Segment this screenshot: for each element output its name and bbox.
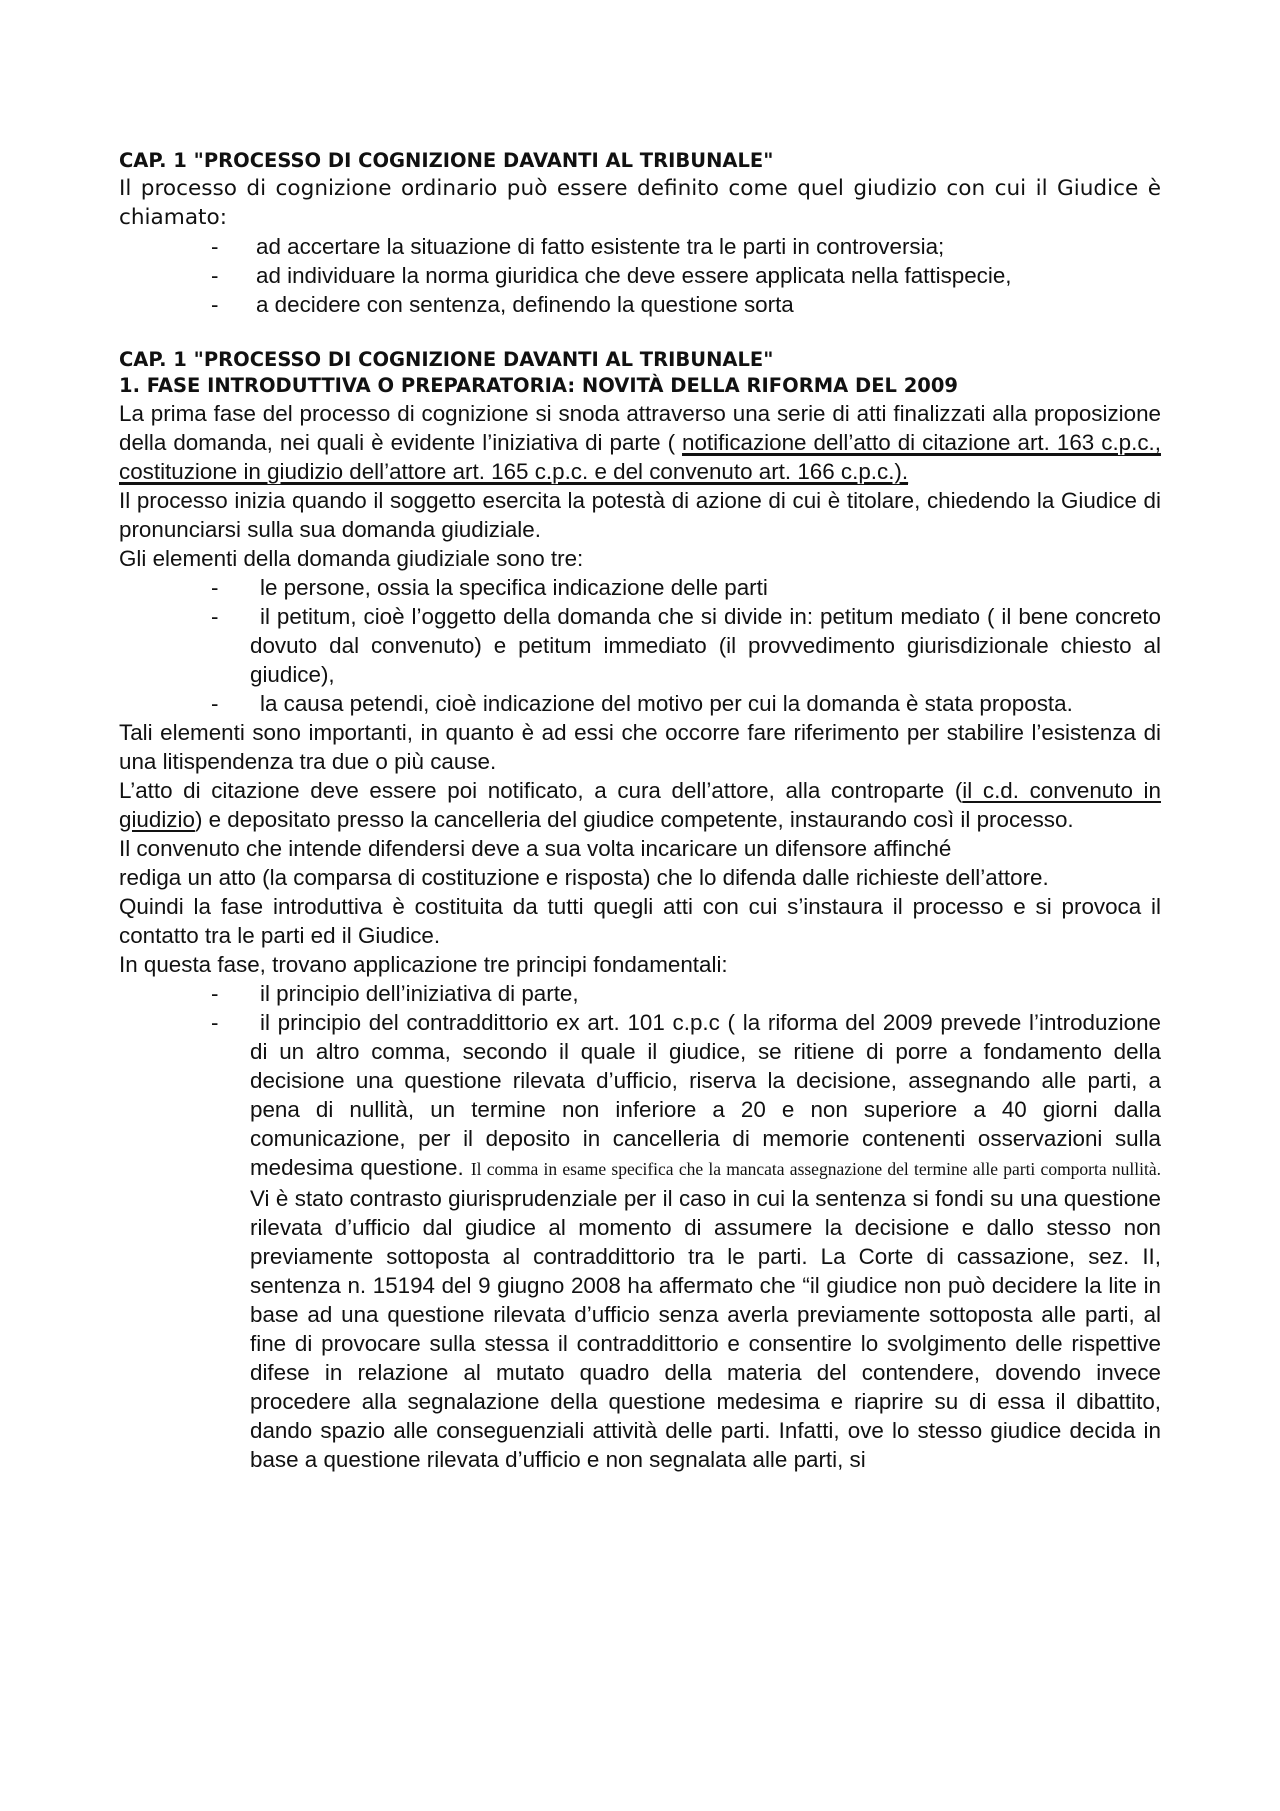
paragraph-litispendenza: Tali elementi sono importanti, in quanto è ad essi che occorre fare riferimento per stabilire l’esistenza di una litispendenza tra due o più cause. bbox=[119, 720, 1161, 774]
elements-list bbox=[119, 573, 1161, 718]
list-item: - il principio dell’iniziativa di parte, bbox=[211, 981, 579, 1006]
paragraph-convenuto-a: Il convenuto che intende difendersi deve a sua volta incaricare un difensore affinché bbox=[119, 836, 952, 861]
list-item: - le persone, ossia la specifica indicazione delle parti bbox=[211, 575, 768, 600]
paragraph-elements-intro: Gli elementi della domanda giudiziale sono tre: bbox=[119, 546, 584, 571]
underlined-articles: notificazione dell’atto di citazione art. 163 c.p.c., costituzione in giudizio dell’attore art. 165 c.p.c. e del convenuto art. 166 c.p.c.). bbox=[119, 430, 1161, 484]
section-subtitle: 1. FASE INTRODUTTIVA O PREPARATORIA: NOVITÀ DELLA RIFORMA DEL 2009 bbox=[119, 374, 958, 397]
list-item: - il principio del contraddittorio ex art. 101 c.p.c ( la riforma del 2009 prevede l’introduzione di un altro comma, secondo il quale il giudice, se ritiene di porre a fondamento della decisione una questione rilevata d’ufficio, riserva la decisione, assegnando alle parti, a pena di nullità, un termine non inferiore a 20 e non superiore a 40 giorni dalla comunicazione, per il deposito in cancelleria di memorie contenenti osservazioni sulla medesima questione. Il comma in esame specifica che la mancata assegnazione del termine alle parti comporta nullità. Vi è stato contrasto giurisprudenziale per il caso in cui la sentenza si fondi su una questione rilevata d’ufficio dal giudice al momento di assumere la decisione e dallo stesso non previamente sottoposta al contraddittorio tra le parti. La Corte di cassazione, sez. II, sentenza n. 15194 del 9 giugno 2008 ha affermato che “il giudice non può decidere la lite in base ad una questione rilevata d’ufficio senza averla previamente sottoposta alle parti, al fine di provocare sulla stessa il contraddittorio e consentire lo svolgimento delle rispettive difese in relazione al mutato quadro della materia del contendere, dovendo invece procedere alla segnalazione della questione medesima e riaprire su di essa il dibattito, dando spazio alle conseguenziali attività delle parti. Infatti, ove lo stesso giudice decida in base a questione rilevata d’ufficio e non segnalata alle parti, si bbox=[211, 1010, 1161, 1472]
chapter-title-repeat: CAP. 1 "PROCESSO DI COGNIZIONE DAVANTI AL TRIBUNALE" bbox=[119, 348, 774, 371]
list-item: - a decidere con sentenza, definendo la questione sorta bbox=[211, 292, 794, 317]
paragraph-citazione: L’atto di citazione deve essere poi notificato, a cura dell’attore, alla controparte (il c.d. convenuto in giudizio) e depositato presso la cancelleria del giudice competente, instaurando così il processo. bbox=[119, 778, 1161, 832]
paragraph-process-start: Il processo inizia quando il soggetto esercita la potestà di azione di cui è titolare, chiedendo la Giudice di pronunciarsi sulla sua domanda giudiziale. bbox=[119, 488, 1161, 542]
list-item: - ad accertare la situazione di fatto esistente tra le parti in controversia; bbox=[211, 234, 945, 259]
paragraph-first-phase: La prima fase del processo di cognizione si snoda attraverso una serie di atti finalizzati alla proposizione della domanda, nei quali è evidente l’iniziativa di parte ( notificazione dell’atto di citazione art. 163 c.p.c., costituzione in giudizio dell’attore art. 165 c.p.c. e del convenuto art. 166 c.p.c.). bbox=[119, 401, 1161, 484]
list-item: - la causa petendi, cioè indicazione del motivo per cui la domanda è stata proposta. bbox=[211, 691, 1073, 716]
chapter-title: CAP. 1 "PROCESSO DI COGNIZIONE DAVANTI AL TRIBUNALE" bbox=[119, 149, 774, 172]
paragraph-fase-introduttiva: Quindi la fase introduttiva è costituita da tutti quegli atti con cui s’instaura il processo e si provoca il contatto tra le parti ed il Giudice. bbox=[119, 894, 1161, 948]
intro-paragraph: Il processo di cognizione ordinario può essere definito come quel giudizio con cui il Giudice è chiamato: bbox=[119, 176, 1161, 230]
intro-list bbox=[119, 232, 1161, 319]
paragraph-convenuto-b: rediga un atto (la comparsa di costituzione e risposta) che lo difenda dalle richieste dell’attore. bbox=[119, 865, 1049, 890]
underlined-convenuto: il c.d. convenuto in giudizio bbox=[119, 778, 1161, 832]
small-note: Il comma in esame specifica che la mancata assegnazione del termine alle parti comporta nullità. bbox=[470, 1159, 1161, 1179]
list-item: - il petitum, cioè l’oggetto della domanda che si divide in: petitum mediato ( il bene concreto dovuto dal convenuto) e petitum immediato (il provvedimento giurisdizionale chiesto al giudice), bbox=[211, 604, 1161, 687]
paragraph-principi-intro: In questa fase, trovano applicazione tre principi fondamentali: bbox=[119, 952, 728, 977]
list-item: - ad individuare la norma giuridica che deve essere applicata nella fattispecie, bbox=[211, 263, 1012, 288]
principles-list bbox=[119, 979, 1161, 1474]
